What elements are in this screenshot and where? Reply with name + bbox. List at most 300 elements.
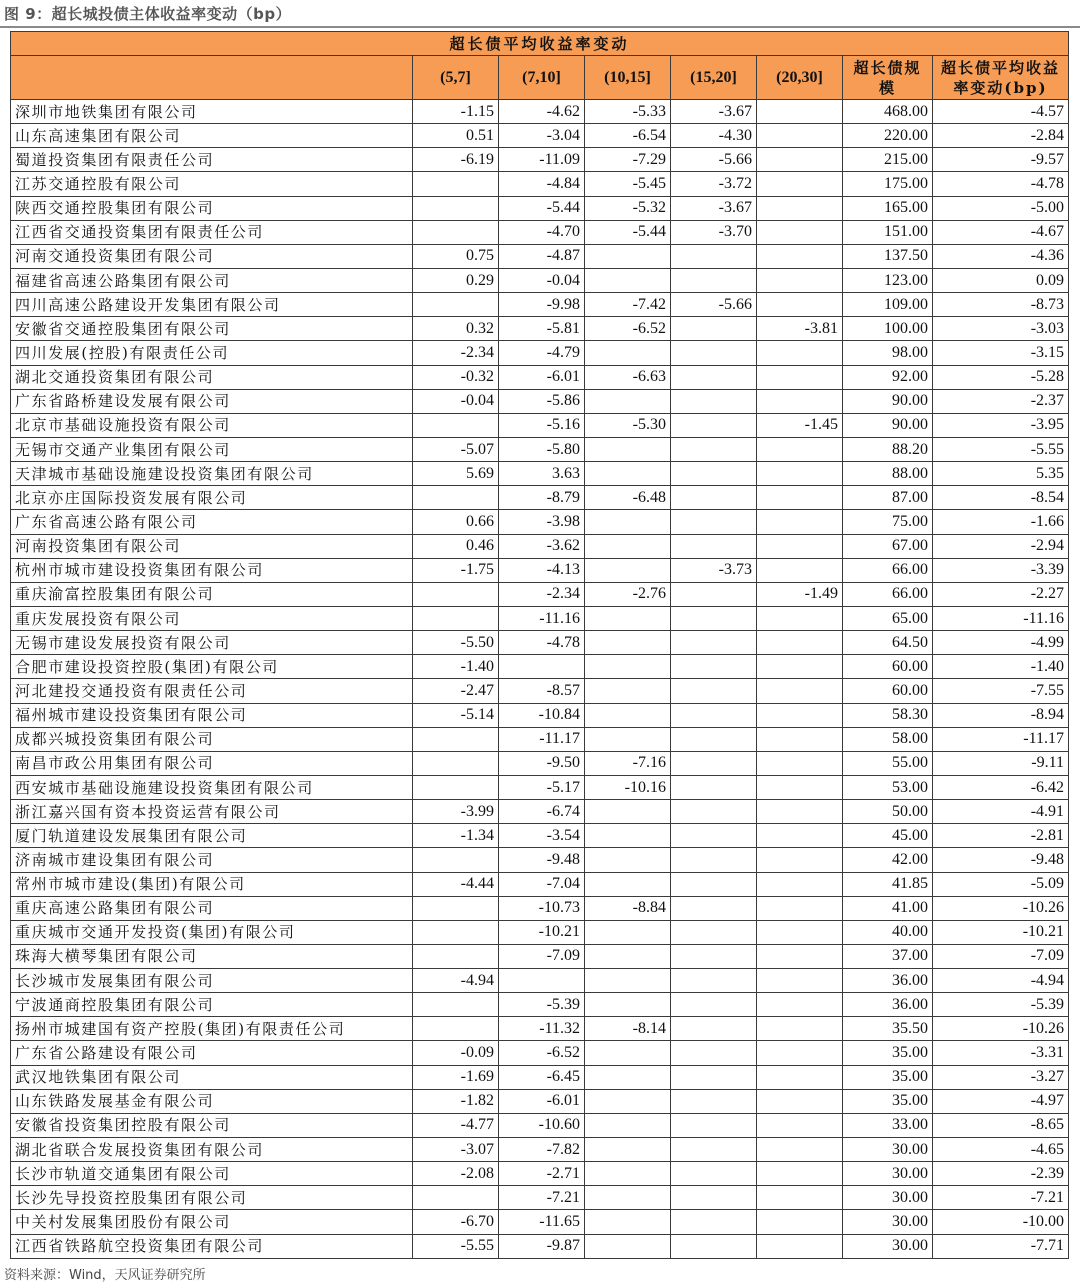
value-cell xyxy=(585,244,671,268)
value-cell xyxy=(499,655,585,679)
value-cell: -2.84 xyxy=(933,124,1069,148)
value-cell xyxy=(585,268,671,292)
value-cell: -4.97 xyxy=(933,1089,1069,1113)
value-cell xyxy=(413,486,499,510)
value-cell: -4.30 xyxy=(671,124,757,148)
value-cell: -3.04 xyxy=(499,124,585,148)
value-cell xyxy=(585,1138,671,1162)
value-cell xyxy=(671,1113,757,1137)
table-row xyxy=(11,510,1069,534)
issuer-name-cell: 无锡市建设发展投资有限公司 xyxy=(11,631,413,655)
value-cell: 64.50 xyxy=(843,631,933,655)
value-cell: -3.73 xyxy=(671,558,757,582)
value-cell: -3.62 xyxy=(499,534,585,558)
value-cell: -2.34 xyxy=(499,582,585,606)
value-cell xyxy=(757,775,843,799)
value-cell: -8.73 xyxy=(933,293,1069,317)
value-cell xyxy=(671,800,757,824)
issuer-name-cell: 安徽省投资集团控股有限公司 xyxy=(11,1113,413,1137)
value-cell: 36.00 xyxy=(843,993,933,1017)
table-row xyxy=(11,824,1069,848)
value-cell: 60.00 xyxy=(843,655,933,679)
value-cell xyxy=(757,462,843,486)
value-cell xyxy=(671,1138,757,1162)
value-cell: 5.35 xyxy=(933,462,1069,486)
value-cell: -4.78 xyxy=(933,172,1069,196)
table-row xyxy=(11,920,1069,944)
issuer-name-cell: 南昌市政公用集团有限公司 xyxy=(11,751,413,775)
value-cell xyxy=(585,1065,671,1089)
issuer-name-cell: 常州市城市建设(集团)有限公司 xyxy=(11,872,413,896)
value-cell xyxy=(671,486,757,510)
value-cell: -4.87 xyxy=(499,244,585,268)
value-cell: -5.28 xyxy=(933,365,1069,389)
value-cell: -9.98 xyxy=(499,293,585,317)
value-cell: 0.09 xyxy=(933,268,1069,292)
issuer-name-cell: 浙江嘉兴国有资本投资运营有限公司 xyxy=(11,800,413,824)
value-cell: -4.57 xyxy=(933,100,1069,124)
value-cell: 35.50 xyxy=(843,1017,933,1041)
value-cell: 36.00 xyxy=(843,969,933,993)
value-cell xyxy=(499,969,585,993)
value-cell: -5.00 xyxy=(933,196,1069,220)
table-row xyxy=(11,462,1069,486)
table-row xyxy=(11,389,1069,413)
value-cell: 30.00 xyxy=(843,1162,933,1186)
value-cell xyxy=(585,727,671,751)
value-cell xyxy=(413,944,499,968)
value-cell: -7.21 xyxy=(933,1186,1069,1210)
group-header: 超长债平均收益率变动 xyxy=(11,32,1069,56)
value-cell xyxy=(671,268,757,292)
value-cell xyxy=(585,437,671,461)
value-cell: -11.32 xyxy=(499,1017,585,1041)
value-cell: -1.34 xyxy=(413,824,499,848)
table-row xyxy=(11,848,1069,872)
value-cell xyxy=(757,1138,843,1162)
value-cell: 87.00 xyxy=(843,486,933,510)
value-cell: 88.20 xyxy=(843,437,933,461)
issuer-name-cell: 天津城市基础设施建设投资集团有限公司 xyxy=(11,462,413,486)
table-row xyxy=(11,220,1069,244)
value-cell: -2.47 xyxy=(413,679,499,703)
value-cell: -11.17 xyxy=(933,727,1069,751)
value-cell: 30.00 xyxy=(843,1210,933,1234)
value-cell: -10.16 xyxy=(585,775,671,799)
table-row xyxy=(11,244,1069,268)
value-cell xyxy=(413,848,499,872)
value-cell xyxy=(757,872,843,896)
value-cell: -0.32 xyxy=(413,365,499,389)
value-cell: -4.91 xyxy=(933,800,1069,824)
value-cell: -3.15 xyxy=(933,341,1069,365)
value-cell: -3.31 xyxy=(933,1041,1069,1065)
header-5-7: (5,7] xyxy=(413,56,499,100)
value-cell: 109.00 xyxy=(843,293,933,317)
value-cell: -2.81 xyxy=(933,824,1069,848)
value-cell xyxy=(671,389,757,413)
table-row xyxy=(11,268,1069,292)
value-cell xyxy=(671,1089,757,1113)
value-cell: -11.17 xyxy=(499,727,585,751)
value-cell: 137.50 xyxy=(843,244,933,268)
value-cell: -3.27 xyxy=(933,1065,1069,1089)
value-cell xyxy=(413,582,499,606)
value-cell xyxy=(585,1089,671,1113)
value-cell: 60.00 xyxy=(843,679,933,703)
value-cell: -2.76 xyxy=(585,582,671,606)
value-cell xyxy=(585,606,671,630)
issuer-name-cell: 湖北交通投资集团有限公司 xyxy=(11,365,413,389)
value-cell: 468.00 xyxy=(843,100,933,124)
value-cell: 37.00 xyxy=(843,944,933,968)
value-cell: -2.94 xyxy=(933,534,1069,558)
value-cell xyxy=(671,775,757,799)
value-cell: -1.66 xyxy=(933,510,1069,534)
value-cell: -7.21 xyxy=(499,1186,585,1210)
value-cell xyxy=(757,148,843,172)
issuer-name-cell: 北京亦庄国际投资发展有限公司 xyxy=(11,486,413,510)
value-cell: 66.00 xyxy=(843,582,933,606)
value-cell: 41.85 xyxy=(843,872,933,896)
value-cell: -6.19 xyxy=(413,148,499,172)
value-cell xyxy=(671,751,757,775)
value-cell xyxy=(757,365,843,389)
issuer-name-cell: 江西省交通投资集团有限责任公司 xyxy=(11,220,413,244)
value-cell xyxy=(671,1210,757,1234)
value-cell: -4.70 xyxy=(499,220,585,244)
value-cell: -5.45 xyxy=(585,172,671,196)
table-row xyxy=(11,1017,1069,1041)
value-cell xyxy=(757,896,843,920)
value-cell xyxy=(671,944,757,968)
value-cell xyxy=(757,293,843,317)
value-cell xyxy=(585,558,671,582)
value-cell: 41.00 xyxy=(843,896,933,920)
value-cell: -8.54 xyxy=(933,486,1069,510)
value-cell xyxy=(671,437,757,461)
value-cell xyxy=(757,389,843,413)
table-row xyxy=(11,631,1069,655)
value-cell: 42.00 xyxy=(843,848,933,872)
issuer-name-cell: 山东高速集团有限公司 xyxy=(11,124,413,148)
value-cell xyxy=(757,1186,843,1210)
value-cell xyxy=(757,606,843,630)
issuer-name-cell: 重庆城市交通开发投资(集团)有限公司 xyxy=(11,920,413,944)
table-row xyxy=(11,124,1069,148)
value-cell: 50.00 xyxy=(843,800,933,824)
value-cell: -3.03 xyxy=(933,317,1069,341)
issuer-name-cell: 深圳市地铁集团有限公司 xyxy=(11,100,413,124)
value-cell: 65.00 xyxy=(843,606,933,630)
value-cell xyxy=(413,775,499,799)
value-cell: -3.07 xyxy=(413,1138,499,1162)
value-cell xyxy=(585,944,671,968)
value-cell: -8.94 xyxy=(933,703,1069,727)
value-cell xyxy=(757,824,843,848)
value-cell: -5.39 xyxy=(933,993,1069,1017)
value-cell xyxy=(585,1186,671,1210)
header-10-15: (10,15] xyxy=(585,56,671,100)
value-cell xyxy=(757,800,843,824)
value-cell: -10.21 xyxy=(933,920,1069,944)
value-cell: -6.48 xyxy=(585,486,671,510)
value-cell: -2.37 xyxy=(933,389,1069,413)
header-scale: 超长债规模 xyxy=(843,56,933,100)
value-cell: -4.44 xyxy=(413,872,499,896)
value-cell: -3.95 xyxy=(933,413,1069,437)
value-cell: -3.67 xyxy=(671,100,757,124)
value-cell: -10.21 xyxy=(499,920,585,944)
value-cell: -4.62 xyxy=(499,100,585,124)
value-cell: 67.00 xyxy=(843,534,933,558)
value-cell: -5.32 xyxy=(585,196,671,220)
value-cell: -10.84 xyxy=(499,703,585,727)
value-cell xyxy=(757,268,843,292)
issuer-name-cell: 无锡市交通产业集团有限公司 xyxy=(11,437,413,461)
value-cell xyxy=(585,655,671,679)
value-cell xyxy=(585,1113,671,1137)
value-cell xyxy=(671,896,757,920)
table-row xyxy=(11,437,1069,461)
value-cell: 35.00 xyxy=(843,1065,933,1089)
table-row xyxy=(11,993,1069,1017)
value-cell: -11.09 xyxy=(499,148,585,172)
value-cell xyxy=(757,437,843,461)
value-cell xyxy=(671,824,757,848)
value-cell xyxy=(413,920,499,944)
value-cell: 175.00 xyxy=(843,172,933,196)
value-cell xyxy=(413,896,499,920)
value-cell: -0.09 xyxy=(413,1041,499,1065)
value-cell xyxy=(757,1041,843,1065)
issuer-name-cell: 北京市基础设施投资有限公司 xyxy=(11,413,413,437)
value-cell: -7.82 xyxy=(499,1138,585,1162)
column-header-row xyxy=(11,56,1069,100)
value-cell xyxy=(671,1234,757,1258)
value-cell xyxy=(413,413,499,437)
value-cell: -5.80 xyxy=(499,437,585,461)
table-row xyxy=(11,969,1069,993)
value-cell xyxy=(413,751,499,775)
value-cell xyxy=(757,558,843,582)
value-cell: -8.57 xyxy=(499,679,585,703)
value-cell xyxy=(757,848,843,872)
value-cell: 0.29 xyxy=(413,268,499,292)
table-row xyxy=(11,1041,1069,1065)
value-cell xyxy=(757,100,843,124)
value-cell: -5.66 xyxy=(671,293,757,317)
value-cell: -5.30 xyxy=(585,413,671,437)
issuer-name-cell: 厦门轨道建设发展集团有限公司 xyxy=(11,824,413,848)
issuer-name-cell: 重庆渝富控股集团有限公司 xyxy=(11,582,413,606)
value-cell: -3.67 xyxy=(671,196,757,220)
value-cell: -1.49 xyxy=(757,582,843,606)
value-cell: -9.50 xyxy=(499,751,585,775)
value-cell: 123.00 xyxy=(843,268,933,292)
issuer-name-cell: 杭州市城市建设投资集团有限公司 xyxy=(11,558,413,582)
value-cell: -5.66 xyxy=(671,148,757,172)
bond-yield-table xyxy=(10,31,1069,1259)
value-cell xyxy=(413,220,499,244)
value-cell: -7.71 xyxy=(933,1234,1069,1258)
value-cell: -4.94 xyxy=(933,969,1069,993)
value-cell: 58.30 xyxy=(843,703,933,727)
header-avg-change: 超长债平均收益率变动(bp) xyxy=(933,56,1069,100)
table-row xyxy=(11,751,1069,775)
value-cell: -10.73 xyxy=(499,896,585,920)
value-cell: -9.87 xyxy=(499,1234,585,1258)
value-cell xyxy=(671,631,757,655)
value-cell: -4.94 xyxy=(413,969,499,993)
value-cell: -5.16 xyxy=(499,413,585,437)
value-cell: 98.00 xyxy=(843,341,933,365)
value-cell xyxy=(585,510,671,534)
value-cell: -11.16 xyxy=(499,606,585,630)
value-cell xyxy=(671,872,757,896)
issuer-name-cell: 广东省公路建设有限公司 xyxy=(11,1041,413,1065)
value-cell xyxy=(757,1113,843,1137)
issuer-name-cell: 广东省路桥建设发展有限公司 xyxy=(11,389,413,413)
value-cell: -8.14 xyxy=(585,1017,671,1041)
value-cell: -4.84 xyxy=(499,172,585,196)
value-cell: -6.63 xyxy=(585,365,671,389)
value-cell: -1.75 xyxy=(413,558,499,582)
issuer-name-cell: 合肥市建设投资控股(集团)有限公司 xyxy=(11,655,413,679)
value-cell: 45.00 xyxy=(843,824,933,848)
value-cell xyxy=(413,293,499,317)
value-cell: -4.13 xyxy=(499,558,585,582)
value-cell: -3.72 xyxy=(671,172,757,196)
value-cell xyxy=(585,824,671,848)
value-cell: 53.00 xyxy=(843,775,933,799)
value-cell: -5.17 xyxy=(499,775,585,799)
issuer-name-cell: 成都兴城投资集团有限公司 xyxy=(11,727,413,751)
value-cell: -7.09 xyxy=(499,944,585,968)
table-row xyxy=(11,148,1069,172)
value-cell: -6.01 xyxy=(499,1089,585,1113)
header-issuer-blank xyxy=(11,56,413,100)
value-cell xyxy=(671,244,757,268)
value-cell xyxy=(585,631,671,655)
value-cell xyxy=(413,1017,499,1041)
value-cell: -4.67 xyxy=(933,220,1069,244)
value-cell: -6.01 xyxy=(499,365,585,389)
value-cell xyxy=(671,1017,757,1041)
issuer-name-cell: 重庆发展投资有限公司 xyxy=(11,606,413,630)
value-cell: -10.00 xyxy=(933,1210,1069,1234)
value-cell: 75.00 xyxy=(843,510,933,534)
value-cell: -1.45 xyxy=(757,413,843,437)
value-cell: 40.00 xyxy=(843,920,933,944)
value-cell: -1.15 xyxy=(413,100,499,124)
issuer-name-cell: 长沙城市发展集团有限公司 xyxy=(11,969,413,993)
value-cell xyxy=(585,1041,671,1065)
value-cell xyxy=(585,993,671,1017)
value-cell: -5.55 xyxy=(413,1234,499,1258)
value-cell: -5.09 xyxy=(933,872,1069,896)
issuer-name-cell: 四川发展(控股)有限责任公司 xyxy=(11,341,413,365)
value-cell: 215.00 xyxy=(843,148,933,172)
table-row xyxy=(11,558,1069,582)
value-cell: -11.16 xyxy=(933,606,1069,630)
value-cell xyxy=(671,462,757,486)
value-cell xyxy=(585,462,671,486)
table-row xyxy=(11,1162,1069,1186)
value-cell xyxy=(757,703,843,727)
value-cell: -4.65 xyxy=(933,1138,1069,1162)
issuer-name-cell: 湖北省联合发展投资集团有限公司 xyxy=(11,1138,413,1162)
value-cell: 100.00 xyxy=(843,317,933,341)
table-row xyxy=(11,413,1069,437)
title-divider xyxy=(0,26,1080,28)
issuer-name-cell: 陕西交通控股集团有限公司 xyxy=(11,196,413,220)
value-cell xyxy=(757,124,843,148)
value-cell: -4.78 xyxy=(499,631,585,655)
value-cell: -2.39 xyxy=(933,1162,1069,1186)
table-row xyxy=(11,727,1069,751)
value-cell: -7.55 xyxy=(933,679,1069,703)
value-cell: 35.00 xyxy=(843,1041,933,1065)
table-row xyxy=(11,606,1069,630)
value-cell xyxy=(757,244,843,268)
value-cell: -8.84 xyxy=(585,896,671,920)
value-cell xyxy=(585,1234,671,1258)
value-cell xyxy=(757,1234,843,1258)
table-row xyxy=(11,703,1069,727)
table-row xyxy=(11,872,1069,896)
value-cell: 3.63 xyxy=(499,462,585,486)
value-cell xyxy=(671,341,757,365)
value-cell xyxy=(413,196,499,220)
value-cell: -2.34 xyxy=(413,341,499,365)
issuer-name-cell: 安徽省交通控股集团有限公司 xyxy=(11,317,413,341)
value-cell: -2.71 xyxy=(499,1162,585,1186)
table-row xyxy=(11,800,1069,824)
table-row xyxy=(11,1210,1069,1234)
table-row xyxy=(11,655,1069,679)
table-row xyxy=(11,582,1069,606)
value-cell xyxy=(757,751,843,775)
value-cell xyxy=(757,1162,843,1186)
value-cell: 0.51 xyxy=(413,124,499,148)
issuer-name-cell: 西安城市基础设施建设投资集团有限公司 xyxy=(11,775,413,799)
value-cell xyxy=(585,920,671,944)
value-cell: -8.79 xyxy=(499,486,585,510)
value-cell: -3.81 xyxy=(757,317,843,341)
value-cell xyxy=(757,631,843,655)
value-cell: 5.69 xyxy=(413,462,499,486)
value-cell: -1.40 xyxy=(933,655,1069,679)
value-cell xyxy=(413,606,499,630)
value-cell xyxy=(585,679,671,703)
value-cell xyxy=(671,365,757,389)
value-cell xyxy=(757,1017,843,1041)
value-cell: 92.00 xyxy=(843,365,933,389)
value-cell xyxy=(757,486,843,510)
table-row xyxy=(11,196,1069,220)
value-cell: -1.82 xyxy=(413,1089,499,1113)
value-cell: 90.00 xyxy=(843,413,933,437)
value-cell: -7.42 xyxy=(585,293,671,317)
value-cell: -4.99 xyxy=(933,631,1069,655)
value-cell: -9.11 xyxy=(933,751,1069,775)
value-cell xyxy=(757,196,843,220)
table-row xyxy=(11,365,1069,389)
value-cell: -5.81 xyxy=(499,317,585,341)
issuer-name-cell: 江苏交通控股有限公司 xyxy=(11,172,413,196)
value-cell xyxy=(671,1186,757,1210)
